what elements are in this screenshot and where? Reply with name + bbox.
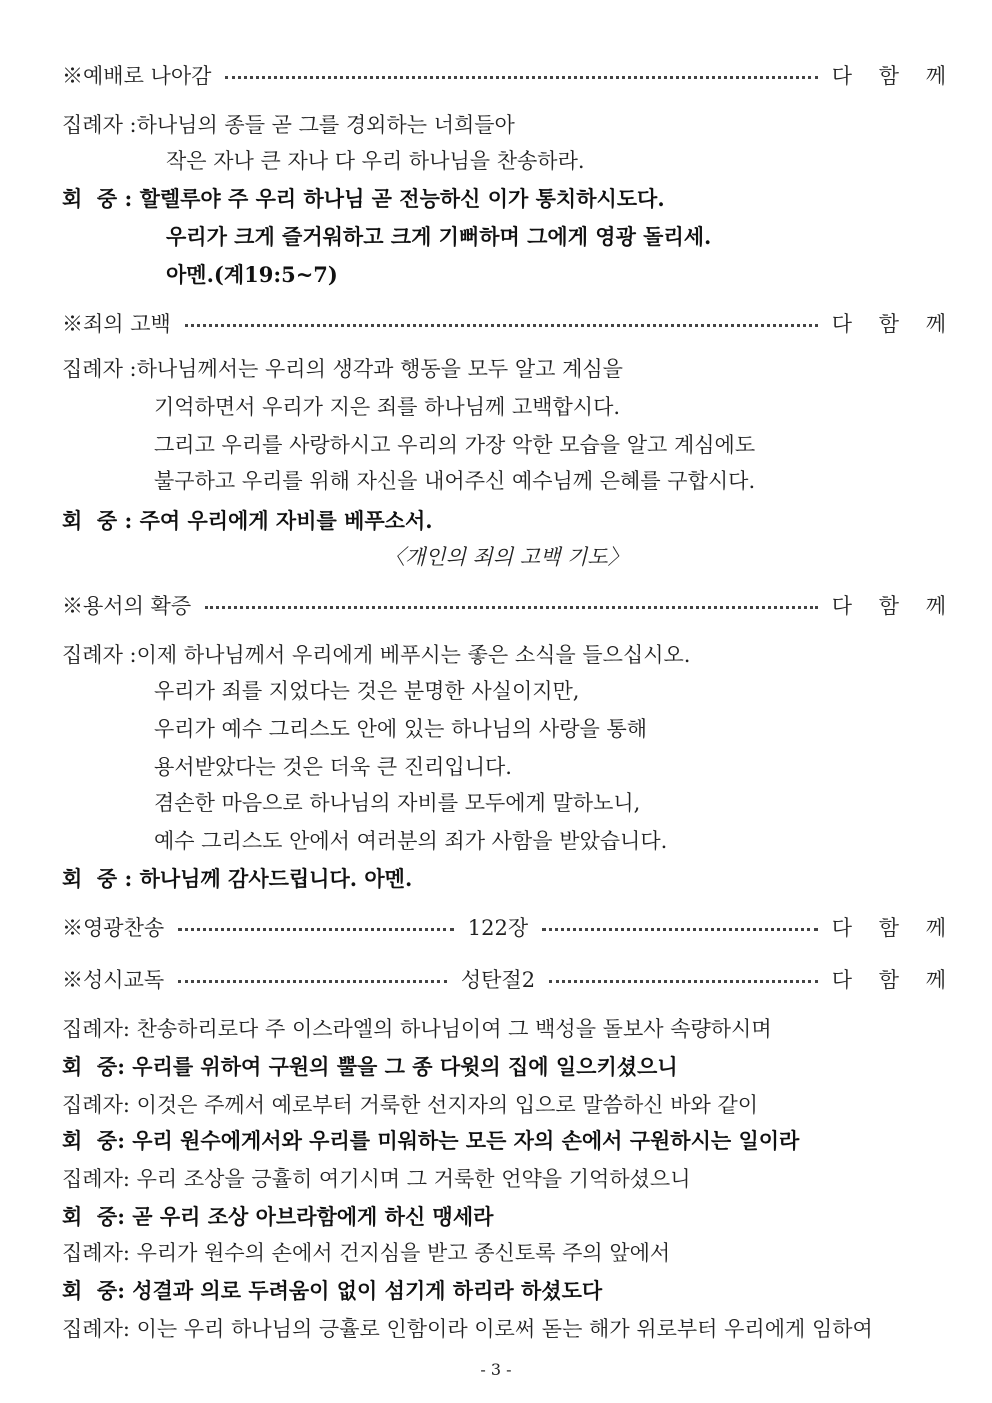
- section-participants: 다 함 께: [831, 968, 956, 992]
- text-line: [62, 1316, 873, 1342]
- speaker-label: 집례자:: [62, 1167, 137, 1191]
- speaker-label: 회 중:: [62, 1278, 133, 1303]
- line-text: 하나님의 종들 곧 그를 경외하는 너희들아: [136, 113, 515, 137]
- leader-dots: [178, 928, 454, 931]
- speaker-label: 집례자 :: [62, 357, 137, 381]
- text-line-congregation: 우리가 크게 즐거워하고 크게 기뻐하며 그에게 영광 돌리세.: [166, 224, 712, 249]
- text-line-congregation: [62, 866, 412, 892]
- text-line: 작은 자나 큰 자나 다 우리 하나님을 찬송하라.: [166, 149, 585, 173]
- text-line: [62, 1016, 772, 1042]
- line-text: 곧 우리 조상 아브라함에게 하신 맹세라: [132, 1204, 494, 1229]
- speaker-label: 회 중:: [62, 1054, 133, 1079]
- leader-dots: [205, 606, 818, 609]
- text-line: [62, 1240, 670, 1266]
- section-header-hymn: [62, 914, 956, 940]
- line-text: 주여 우리에게 자비를 베푸소서.: [139, 508, 433, 533]
- speaker-label: 집례자:: [62, 1317, 137, 1341]
- leader-dots: [549, 980, 818, 983]
- section-title: ※성시교독: [62, 968, 165, 992]
- section-title: ※예배로 나아감: [62, 64, 212, 88]
- speaker-label: 집례자 :: [62, 113, 137, 137]
- section-title: ※죄의 고백: [62, 312, 171, 336]
- line-text: 우리가 원수의 손에서 건지심을 받고 종신토록 주의 앞에서: [136, 1241, 671, 1265]
- speaker-label: 회 중 :: [62, 508, 140, 533]
- section-participants: 다 함 께: [831, 312, 956, 336]
- text-line: 겸손한 마음으로 하나님의 자비를 모두에게 말하노니,: [154, 791, 641, 815]
- section-title: ※영광찬송: [62, 916, 165, 940]
- speaker-label: 회 중:: [62, 1204, 133, 1229]
- leader-dots: [225, 76, 817, 79]
- text-line: 우리가 죄를 지었다는 것은 분명한 사실이지만,: [154, 679, 580, 703]
- text-line: 용서받았다는 것은 더욱 큰 진리입니다.: [154, 755, 512, 779]
- text-line: [62, 356, 623, 382]
- hymn-number: 122장: [467, 916, 529, 940]
- leader-dots: [542, 928, 818, 931]
- speaker-label: 집례자:: [62, 1241, 137, 1265]
- reading-number: 성탄절2: [460, 968, 536, 992]
- speaker-label: 회 중 :: [62, 186, 140, 211]
- text-line: [62, 642, 690, 668]
- leader-dots: [178, 980, 447, 983]
- text-line: [62, 1092, 758, 1118]
- text-line: 예수 그리스도 안에서 여러분의 죄가 사함을 받았습니다.: [154, 829, 668, 853]
- line-text: 이것은 주께서 예로부터 거룩한 선지자의 입으로 말씀하신 바와 같이: [136, 1093, 759, 1117]
- line-text: 우리 조상을 긍휼히 여기시며 그 거룩한 언약을 기억하셨으니: [136, 1167, 691, 1191]
- text-line: 기억하면서 우리가 지은 죄를 하나님께 고백합시다.: [154, 395, 621, 419]
- section-header-confession: [62, 310, 956, 336]
- text-line-congregation: [62, 1128, 799, 1154]
- prayer-note: 〈개인의 죄의 고백 기도〉: [384, 545, 629, 569]
- line-text: 하나님께 감사드립니다. 아멘.: [139, 866, 413, 891]
- text-line-congregation: [62, 1204, 493, 1230]
- text-line: [62, 1166, 690, 1192]
- line-text: 이제 하나님께서 우리에게 베푸시는 좋은 소식을 들으십시오.: [136, 643, 691, 667]
- section-title: ※용서의 확증: [62, 594, 192, 618]
- section-header-assurance: [62, 592, 956, 618]
- section-participants: 다 함 께: [831, 916, 956, 940]
- section-header-worship: [62, 62, 956, 88]
- section-participants: 다 함 께: [831, 64, 956, 88]
- page-number: - 3 -: [480, 1360, 512, 1379]
- text-line: 그리고 우리를 사랑하시고 우리의 가장 악한 모습을 알고 계심에도: [154, 433, 756, 457]
- line-text: 이는 우리 하나님의 긍휼로 인함이라 이로써 돋는 해가 위로부터 우리에게 임하여: [136, 1317, 873, 1341]
- section-participants: 다 함 께: [831, 594, 956, 618]
- section-header-reading: [62, 966, 956, 992]
- text-line: 우리가 예수 그리스도 안에 있는 하나님의 사랑을 통해: [154, 717, 648, 741]
- line-text: 우리를 위하여 구원의 뿔을 그 종 다윗의 집에 일으키셨으니: [132, 1054, 678, 1079]
- leader-dots: [185, 324, 818, 327]
- speaker-label: 회 중 :: [62, 866, 140, 891]
- text-line-congregation: [62, 1054, 678, 1080]
- speaker-label: 회 중:: [62, 1128, 133, 1153]
- line-text: 성결과 의로 두려움이 없이 섬기게 하리라 하셨도다: [132, 1278, 603, 1303]
- line-text: 우리 원수에게서와 우리를 미워하는 모든 자의 손에서 구원하시는 일이라: [132, 1128, 800, 1153]
- line-text: 찬송하리로다 주 이스라엘의 하나님이여 그 백성을 돌보사 속량하시며: [136, 1017, 772, 1041]
- speaker-label: 집례자:: [62, 1093, 137, 1117]
- line-text: 하나님께서는 우리의 생각과 행동을 모두 알고 계심을: [136, 357, 623, 381]
- text-line-congregation: [62, 186, 665, 212]
- text-line-congregation: [62, 1278, 602, 1304]
- text-line: 불구하고 우리를 위해 자신을 내어주신 예수님께 은혜를 구합시다.: [154, 469, 756, 493]
- text-line: [62, 112, 515, 138]
- text-line-congregation: 아멘.(계19:5~7): [166, 262, 338, 287]
- line-text: 할렐루야 주 우리 하나님 곧 전능하신 이가 통치하시도다.: [139, 186, 665, 211]
- text-line-congregation: [62, 508, 433, 534]
- speaker-label: 집례자 :: [62, 643, 137, 667]
- speaker-label: 집례자:: [62, 1017, 137, 1041]
